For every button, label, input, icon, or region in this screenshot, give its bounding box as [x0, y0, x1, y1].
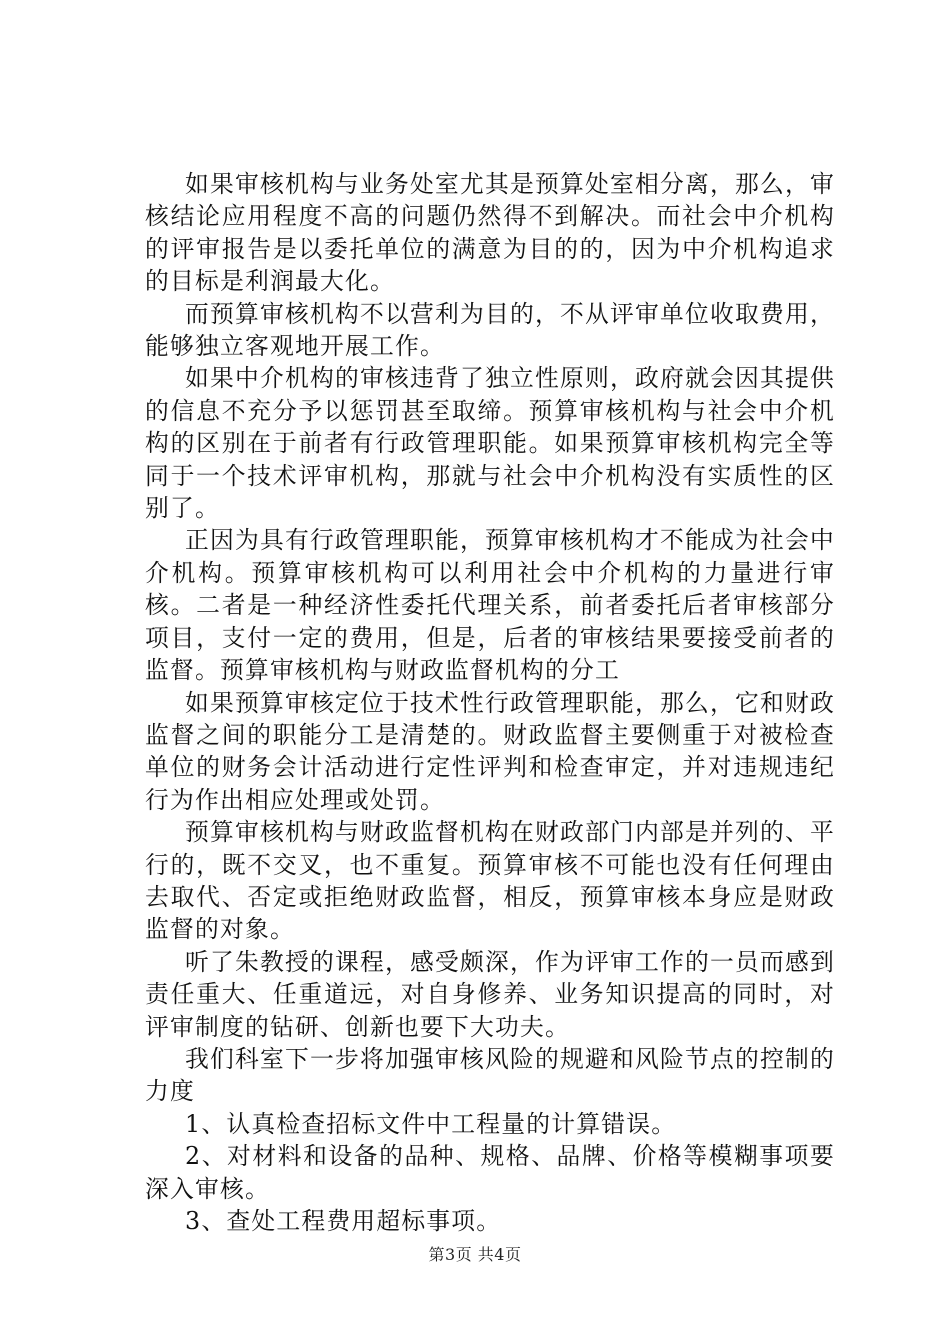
- page-number-label: 第3页 共4页: [428, 1245, 522, 1264]
- paragraph-6: 预算审核机构与财政监督机构在财政部门内部是并列的、平行的，既不交叉，也不重复。预算审核不可能也没有任何理由去取代、否定或拒绝财政监督，相反，预算审核本身应是财政监督的对象。: [145, 818, 835, 944]
- paragraph-7: 听了朱教授的课程，感受颇深，作为评审工作的一员而感到责任重大、任重道远，对自身修养、业务知识提高的同时，对评审制度的钻研、创新也要下大功夫。: [145, 947, 835, 1041]
- document-body: [145, 168, 835, 1237]
- paragraph-3: 如果中介机构的审核违背了独立性原则，政府就会因其提供的信息不充分予以惩罚甚至取缔。预算审核机构与社会中介机构的区别在于前者有行政管理职能。如果预算审核机构完全等同于一个技术评审机构，那就与社会中介机构没有实质性的区别了。: [145, 364, 835, 523]
- paragraph-8: 我们科室下一步将加强审核风险的规避和风险节点的控制的力度: [145, 1044, 835, 1106]
- paragraph-2: 而预算审核机构不以营利为目的，不从评审单位收取费用，能够独立客观地开展工作。: [145, 299, 835, 361]
- list-item-1: 1、认真检查招标文件中工程量的计算错误。: [185, 1109, 677, 1138]
- list-item-3: 3、查处工程费用超标事项。: [185, 1207, 502, 1235]
- paragraph-5: 如果预算审核定位于技术性行政管理职能，那么，它和财政监督之间的职能分工是清楚的。财政监督主要侧重于对被检查单位的财务会计活动进行定性评判和检查审定，并对违规违纪行为作出相应处理或处罚。: [145, 688, 835, 814]
- paragraph-4: 正因为具有行政管理职能，预算审核机构才不能成为社会中介机构。预算审核机构可以利用社会中介机构的力量进行审核。二者是一种经济性委托代理关系，前者委托后者审核部分项目，支付一定的费用，但是，后者的审核结果要接受前者的监督。预算审核机构与财政监督机构的分工: [145, 526, 835, 685]
- page-footer: [0, 1245, 950, 1265]
- paragraph-1: 如果审核机构与业务处室尤其是预算处室相分离，那么，审核结论应用程度不高的问题仍然得不到解决。而社会中介机构的评审报告是以委托单位的满意为目的的，因为中介机构追求的目标是利润最大化。: [145, 170, 835, 296]
- list-item-2: 2、对材料和设备的品种、规格、品牌、价格等模糊事项要深入审核。: [145, 1142, 835, 1203]
